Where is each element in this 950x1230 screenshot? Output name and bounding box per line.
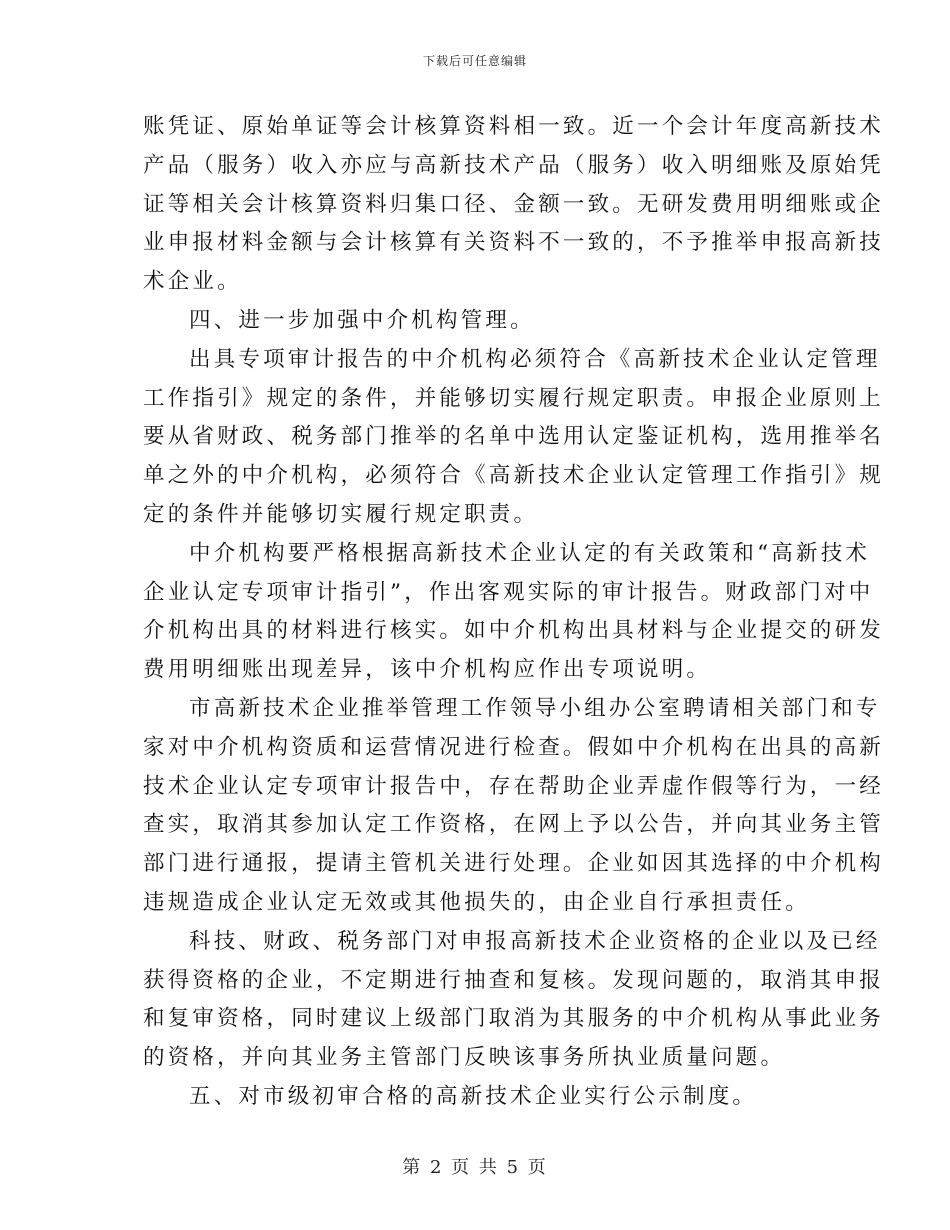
text-line: 介机构出具的材料进行核实。如中介机构出具材料与企业提交的研发	[143, 618, 885, 644]
text-line: 企业认定专项审计指引”，作出客观实际的审计报告。财政部门对中	[143, 579, 874, 605]
text-line: 术企业。	[143, 269, 242, 295]
page-number-footer: 第 2 页 共 5 页	[402, 1157, 548, 1178]
paragraph-start-line: 市高新技术企业推举管理工作领导小组办公室聘请相关部门和专	[189, 695, 881, 721]
text-line: 单之外的中介机构，必须符合《高新技术企业认定管理工作指引》规	[143, 463, 885, 489]
text-line: 定的条件并能够切实履行规定职责。	[143, 501, 539, 527]
section-heading: 五、对市级初审合格的高新技术企业实行公示制度。	[189, 1083, 758, 1109]
text-line: 家对中介机构资质和运营情况进行检查。假如中介机构在出具的高新	[143, 734, 885, 760]
text-line: 费用明细账出现差异，该中介机构应作出专项说明。	[143, 657, 712, 683]
paragraph-start-line: 出具专项审计报告的中介机构必须符合《高新技术企业认定管理	[189, 346, 881, 372]
text-line: 业申报材料金额与会计核算有关资料不一致的，不予推举申报高新技	[143, 230, 885, 256]
text-line: 获得资格的企业，不定期进行抽查和复核。发现问题的，取消其申报	[143, 967, 885, 993]
text-line: 部门进行通报，提请主管机关进行处理。企业如因其选择的中介机构	[143, 851, 885, 877]
section-heading: 四、进一步加强中介机构管理。	[189, 307, 535, 333]
paragraph-start-line: 中介机构要严格根据高新技术企业认定的有关政策和“高新技术	[189, 540, 871, 566]
text-line: 查实，取消其参加认定工作资格，在网上予以公告，并向其业务主管	[143, 812, 885, 838]
text-line: 产品（服务）收入亦应与高新技术产品（服务）收入明细账及原始凭	[143, 152, 885, 178]
text-line: 的资格，并向其业务主管部门反映该事务所执业质量问题。	[143, 1045, 786, 1071]
page-header: 下载后可任意编辑	[422, 54, 527, 68]
text-line: 技术企业认定专项审计报告中，存在帮助企业弄虚作假等行为，一经	[143, 773, 885, 799]
text-line: 证等相关会计核算资料归集口径、金额一致。无研发费用明细账或企	[143, 191, 885, 217]
text-line: 工作指引》规定的条件，并能够切实履行规定职责。申报企业原则上	[143, 385, 885, 411]
text-line: 要从省财政、税务部门推举的名单中选用认定鉴证机构，选用推举名	[143, 424, 885, 450]
text-line: 账凭证、原始单证等会计核算资料相一致。近一个会计年度高新技术	[143, 114, 885, 139]
document-body	[143, 108, 885, 1117]
text-line: 违规造成企业认定无效或其他损失的，由企业自行承担责任。	[143, 889, 810, 915]
text-line: 和复审资格，同时建议上级部门取消为其服务的中介机构从事此业务	[143, 1006, 885, 1032]
paragraph-start-line: 科技、财政、税务部门对申报高新技术企业资格的企业以及已经	[189, 928, 881, 954]
